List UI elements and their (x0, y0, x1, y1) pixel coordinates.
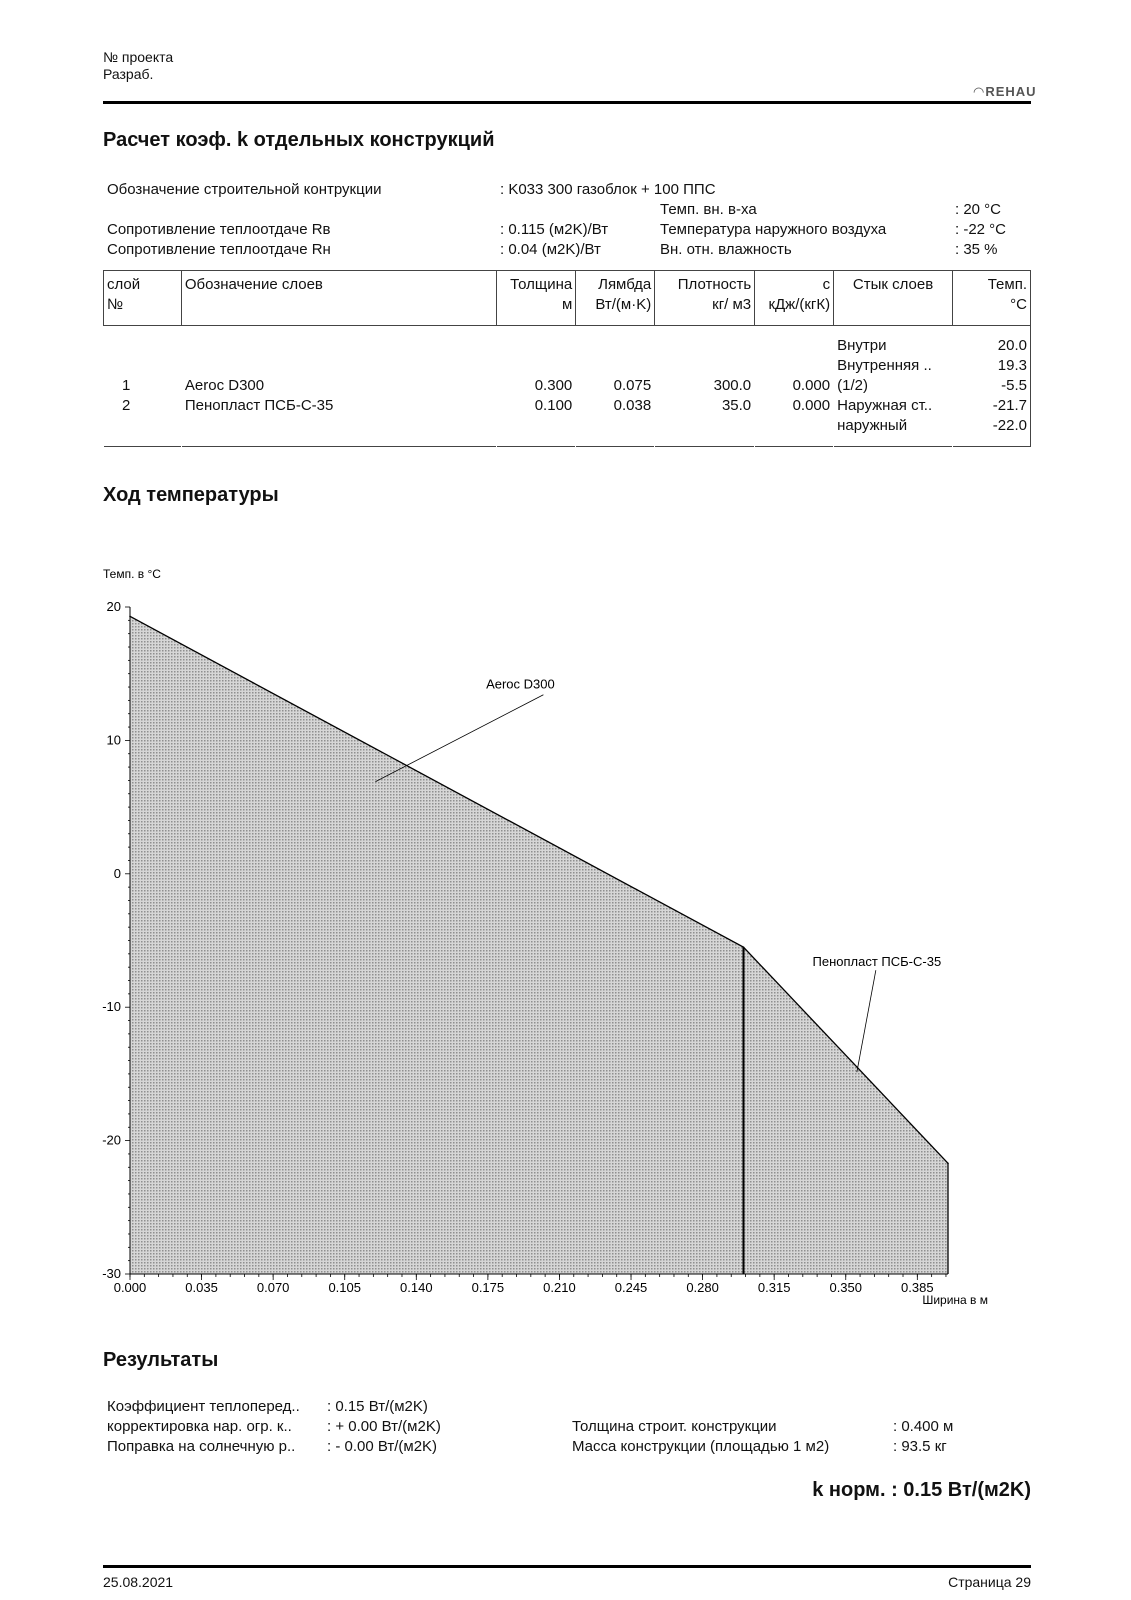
cell-temp: 19.3 (997, 357, 1027, 374)
temperature-area (130, 616, 948, 1274)
cell-c: 0.000 (792, 377, 831, 394)
footer-rule (103, 1565, 1031, 1568)
cell-c (755, 326, 834, 357)
cell-c (755, 356, 834, 376)
mass-label: Масса конструкции (площадью 1 м2) (572, 1438, 830, 1455)
col-c-header: с кДж/(кгК) (755, 271, 834, 326)
cell-density: 300.0 (713, 377, 752, 394)
cell-no (104, 326, 182, 357)
chart-section-title: Ход температуры (103, 484, 279, 506)
results-title: Результаты (103, 1349, 219, 1371)
x-tick-label: 0.350 (829, 1280, 863, 1295)
cell-lambda: 0.038 (613, 397, 652, 414)
table-row (104, 396, 1031, 416)
cell-c (755, 416, 834, 447)
rv-label: Сопротивление теплоотдаче Rв (107, 221, 331, 238)
footer-page: Страница 29 (948, 1574, 1031, 1590)
x-tick-label: 0.245 (614, 1280, 648, 1295)
col-thickness-header: Толщина м (497, 271, 576, 326)
temp-out-label: Температура наружного воздуха (660, 221, 887, 238)
cell-temp: 20.0 (997, 337, 1027, 354)
y-tick-label: 20 (106, 599, 121, 614)
temp-in-value: : 20 °C (955, 201, 1002, 218)
cell-temp: -22.0 (992, 417, 1027, 434)
solar-value: : - 0.00 Вт/(м2K) (327, 1438, 438, 1455)
humidity-value: : 35 % (955, 241, 998, 258)
x-tick-label: 0.385 (901, 1280, 934, 1295)
designation-value: : K033 300 газоблок + 100 ППС (500, 181, 716, 198)
x-tick-label: 0.035 (185, 1280, 218, 1295)
header-rule (103, 101, 1031, 104)
rv-value: : 0.115 (м2K)/Вт (500, 221, 609, 238)
cell-lambda (576, 326, 655, 357)
x-tick-label: 0.210 (543, 1280, 576, 1295)
y-tick-label: -20 (102, 1132, 121, 1148)
cell-name (181, 326, 496, 357)
cell-density (655, 326, 755, 357)
x-axis-label: Ширина в м (922, 1293, 988, 1307)
col-lambda-header: Лямбда Вт/(м·K) (576, 271, 655, 326)
annotation-aeroc-leader (375, 695, 543, 782)
x-tick-label: 0.280 (686, 1280, 719, 1295)
table-row (104, 356, 1031, 376)
rehau-logo: ◠REHAU (973, 84, 1037, 99)
correction-label: корректировка нар. огр. к.. (107, 1418, 292, 1435)
temperature-chart (0, 560, 1131, 1320)
cell-name (181, 416, 496, 447)
col-density-header: Плотность кг/ м3 (655, 271, 755, 326)
coef-label: Коэффициент теплоперед.. (107, 1398, 300, 1415)
y-tick-label: 10 (106, 732, 121, 748)
humidity-label: Вн. отн. влажность (660, 241, 792, 258)
cell-no (104, 416, 182, 447)
designation-label: Обозначение строительной контрукции (107, 181, 382, 198)
x-tick-label: 0.070 (256, 1280, 290, 1295)
cell-no: 2 (122, 397, 131, 414)
cell-thickness (497, 356, 576, 376)
correction-value: : + 0.00 Вт/(м2K) (327, 1418, 441, 1435)
table-row (104, 326, 1031, 357)
x-tick-label: 0.175 (471, 1280, 505, 1295)
x-tick-label: 0.315 (757, 1280, 791, 1295)
cell-joint: Наружная ст.. (837, 397, 933, 414)
y-tick-label: -30 (102, 1266, 121, 1281)
annotation-aeroc: Aeroc D300 (486, 676, 555, 692)
layers-table (103, 270, 1031, 447)
temp-out-value: : -22 °C (955, 221, 1007, 238)
col-layer-header: слой № (104, 271, 182, 326)
col-temp-header: Темп. °C (953, 271, 1031, 326)
table-header-row (104, 271, 1031, 326)
cell-thickness: 0.300 (534, 377, 573, 394)
y-tick-label: 0 (113, 865, 121, 881)
cell-thickness (497, 326, 576, 357)
temp-in-label: Темп. вн. в-ха (660, 201, 757, 218)
cell-lambda: 0.075 (613, 377, 652, 394)
cell-joint: наружный (837, 417, 908, 434)
cell-name: Aeroc D300 (184, 377, 265, 394)
cell-no: 1 (122, 377, 131, 394)
col-joint-header: Стык слоев (834, 271, 953, 326)
annotation-penoplast-leader (857, 970, 876, 1072)
cell-density (655, 416, 755, 447)
cell-temp: -21.7 (992, 397, 1027, 414)
solar-label: Поправка на солнечную р.. (107, 1438, 296, 1455)
cell-temp: -5.5 (1001, 377, 1027, 394)
y-tick-label: -10 (102, 999, 121, 1015)
annotation-penoplast: Пенопласт ПСБ-С-35 (812, 954, 942, 970)
col-name-header: Обозначение слоев (181, 271, 496, 326)
total-thickness-label: Толщина строит. конструкции (572, 1418, 777, 1435)
rehau-logo-icon: ◠ (973, 84, 986, 99)
total-thickness-value: : 0.400 м (893, 1418, 954, 1435)
cell-lambda (576, 356, 655, 376)
developer-label: Разраб. (103, 66, 154, 82)
footer-date: 25.08.2021 (103, 1574, 174, 1590)
x-tick-label: 0.000 (113, 1280, 147, 1295)
rn-label: Сопротивление теплоотдаче Rн (107, 241, 331, 258)
cell-joint: Внутри (837, 337, 887, 354)
mass-value: : 93.5 кг (893, 1438, 947, 1455)
x-tick-label: 0.140 (400, 1280, 433, 1295)
cell-c: 0.000 (792, 397, 831, 414)
cell-joint: Внутренняя .. (837, 357, 932, 374)
cell-thickness: 0.100 (534, 397, 573, 414)
x-tick-label: 0.105 (328, 1280, 361, 1295)
table-row (104, 376, 1031, 396)
cell-density (655, 356, 755, 376)
cell-lambda (576, 416, 655, 447)
cell-joint: (1/2) (837, 377, 868, 394)
cell-name: Пенопласт ПСБ-С-35 (184, 397, 334, 414)
cell-density: 35.0 (721, 397, 752, 414)
rn-value: : 0.04 (м2K)/Вт (500, 241, 601, 258)
k-norm-result: k норм. : 0.15 Вт/(м2K) (812, 1479, 1031, 1501)
cell-name (181, 356, 496, 376)
cell-thickness (497, 416, 576, 447)
table-body (104, 326, 1031, 447)
project-number-label: № проекта (103, 49, 174, 65)
y-axis-label: Темп. в °C (103, 567, 161, 581)
page-title: Расчет коэф. k отдельных конструкций (103, 129, 495, 151)
table-row (104, 416, 1031, 447)
coef-value: : 0.15 Вт/(м2K) (327, 1398, 428, 1415)
cell-no (104, 356, 182, 376)
